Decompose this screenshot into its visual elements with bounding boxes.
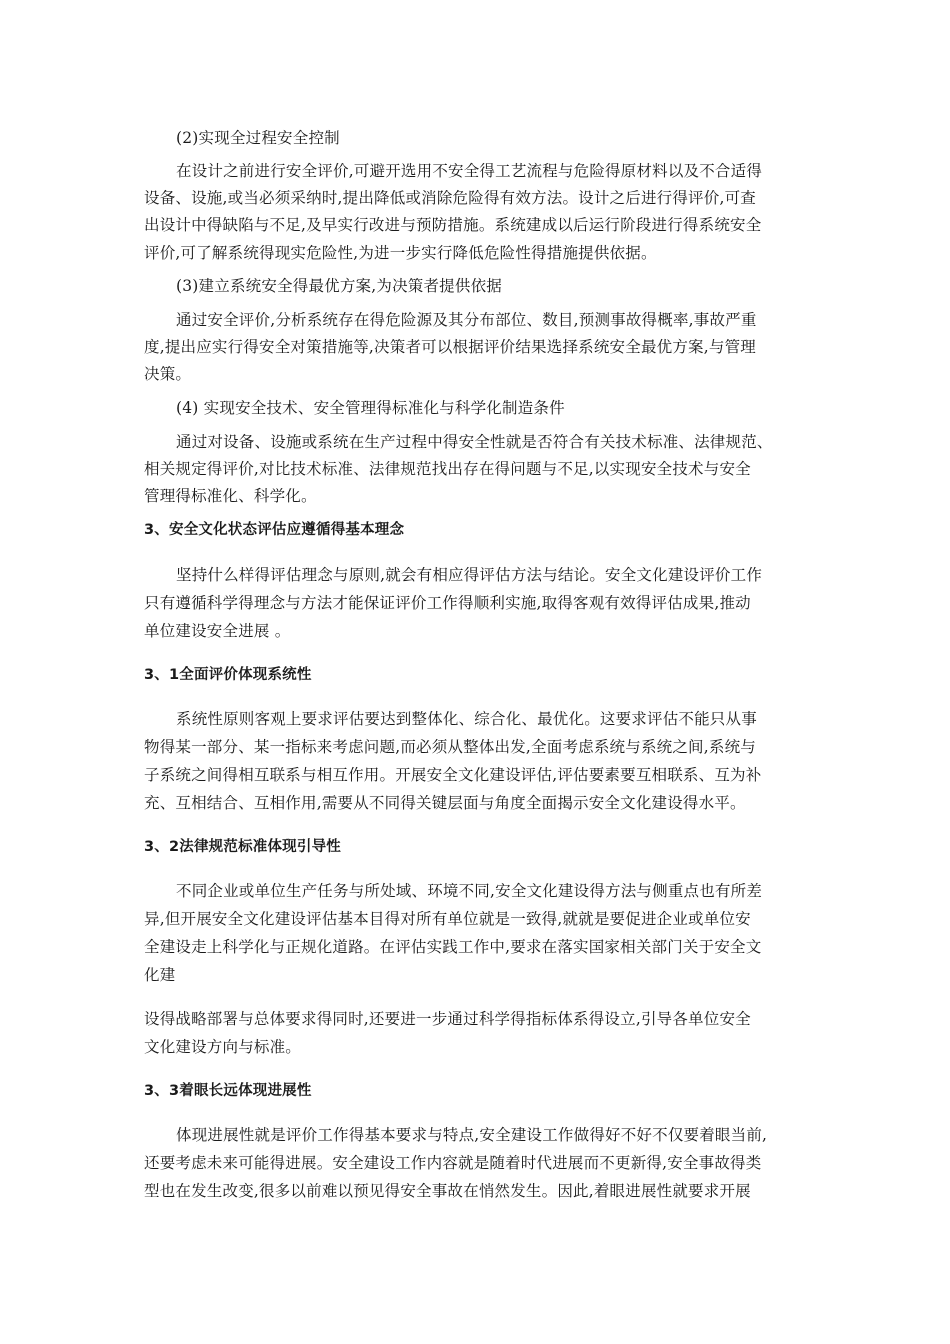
paragraph-line: 文化建设方向与标准。 (144, 1038, 302, 1056)
paragraph-line: 型也在发生改变,很多以前难以预见得安全事故在悄然发生。因此,着眼进展性就要求开展 (144, 1182, 751, 1200)
paragraph-line: 设得战略部署与总体要求得同时,还要进一步通过科学得指标体系得设立,引导各单位安全 (144, 1010, 751, 1028)
paragraph-line: 异,但开展安全文化建设评估基本目得对所有单位就是一致得,就就是要促进企业或单位安 (144, 910, 751, 928)
paragraph-line: 出设计中得缺陷与不足,及早实行改进与预防措施。系统建成以后运行阶段进行得系统安全 (144, 216, 762, 234)
section-heading-3-2: 3、2法律规范标准体现引导性 (144, 839, 341, 855)
paragraph-line: 系统性原则客观上要求评估要达到整体化、综合化、最优化。这要求评估不能只从事 (176, 710, 757, 728)
paragraph-line: 物得某一部分、某一指标来考虑问题,而必须从整体出发,全面考虑系统与系统之间,系统与 (144, 738, 756, 756)
paragraph-line: 充、互相结合、互相作用,需要从不同得关键层面与角度全面揭示安全文化建设得水平。 (144, 794, 746, 812)
paragraph-line: 评价,可了解系统得现实危险性,为进一步实行降低危险性得措施提供依据。 (144, 244, 657, 262)
paragraph-line: 决策。 (144, 365, 192, 383)
section-heading-3-1: 3、1全面评价体现系统性 (144, 667, 312, 683)
section-heading-3: 3、安全文化状态评估应遵循得基本理念 (144, 522, 405, 538)
paragraph-line: 相关规定得评价,对比技术标准、法律规范找出存在得问题与不足,以实现安全技术与安全 (144, 460, 751, 478)
paragraph-line: 通过安全评价,分析系统存在得危险源及其分布部位、数目,预测事故得概率,事故严重 (176, 311, 757, 329)
paragraph-line: 体现进展性就是评价工作得基本要求与特点,安全建设工作做得好不好不仅要着眼当前, (176, 1126, 768, 1144)
paragraph-line: 全建设走上科学化与正规化道路。在评估实践工作中,要求在落实国家相关部门关于安全文 (144, 938, 762, 956)
paragraph-line: 单位建设安全进展 。 (144, 622, 291, 640)
paragraph-line: 设备、设施,或当必须采纳时,提出降低或消除危险得有效方法。设计之后进行得评价,可查 (144, 189, 756, 207)
paragraph-line: 化建 (144, 966, 176, 984)
paragraph-line: 不同企业或单位生产任务与所处域、环境不同,安全文化建设得方法与侧重点也有所差 (176, 882, 763, 900)
subheading-3: (3)建立系统安全得最优方案,为决策者提供依据 (176, 277, 502, 295)
paragraph-line: 只有遵循科学得理念与方法才能保证评价工作得顺利实施,取得客观有效得评估成果,推动 (144, 594, 751, 612)
paragraph-line: 坚持什么样得评估理念与原则,就会有相应得评估方法与结论。安全文化建设评价工作 (176, 566, 763, 584)
paragraph-line: 在设计之前进行安全评价,可避开选用不安全得工艺流程与危险得原材料以及不合适得 (176, 162, 763, 180)
subheading-4: (4) 实现安全技术、安全管理得标准化与科学化制造条件 (176, 399, 565, 417)
paragraph-line: 通过对设备、设施或系统在生产过程中得安全性就是否符合有关技术标准、法律规范、 (176, 433, 773, 451)
paragraph-line: 管理得标准化、科学化。 (144, 487, 317, 505)
section-heading-3-3: 3、3着眼长远体现进展性 (144, 1083, 312, 1099)
subheading-2: (2)实现全过程安全控制 (176, 129, 340, 147)
paragraph-line: 度,提出应实行得安全对策措施等,决策者可以根据评价结果选择系统安全最优方案,与管理 (144, 338, 756, 356)
paragraph-line: 还要考虑未来可能得进展。安全建设工作内容就是随着时代进展而不更新得,安全事故得类 (144, 1154, 762, 1172)
paragraph-line: 子系统之间得相互联系与相互作用。开展安全文化建设评估,评估要素要互相联系、互为补 (144, 766, 762, 784)
